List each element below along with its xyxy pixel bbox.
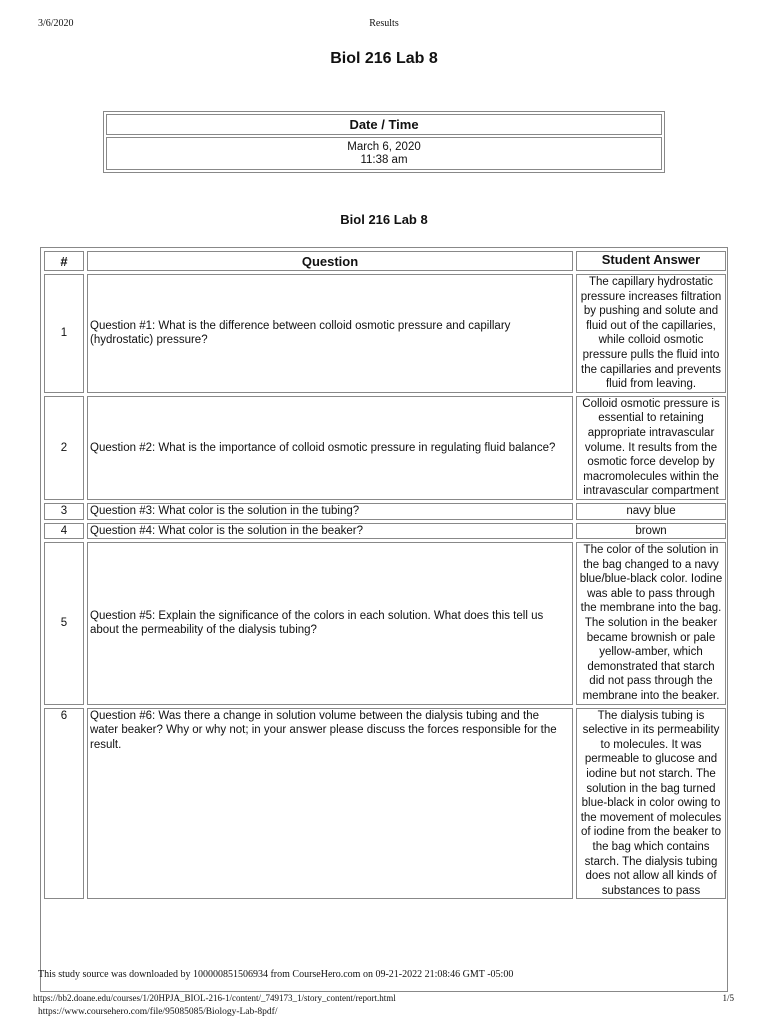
row-answer: The capillary hydrostatic pressure increases filtration by pushing and solute and fluid out of the capillaries, while colloid osmotic pressure pulls the fluid into the capillaries and prevents fluid from leaving. — [576, 274, 726, 393]
row-number: 1 — [44, 274, 84, 393]
col-header-question: Question — [87, 251, 573, 271]
datetime-table — [103, 111, 665, 173]
table-row — [44, 274, 726, 393]
table-row — [44, 523, 726, 540]
footer-url: https://bb2.doane.edu/courses/1/20HPJA_BIOL-216-1/content/_749173_1/story_content/report.html — [33, 993, 396, 1003]
table-row — [44, 503, 726, 520]
row-number: 6 — [44, 708, 84, 900]
results-header-row — [44, 251, 726, 271]
table-row — [44, 542, 726, 705]
row-question: Question #6: Was there a change in solution volume between the dialysis tubing and the water beaker? Why or why not; in your answer please discuss the forces responsible for the result. — [87, 708, 573, 900]
page-number: 1/5 — [722, 993, 734, 1003]
row-number: 5 — [44, 542, 84, 705]
datetime-value — [106, 137, 662, 170]
page-heading: Biol 216 Lab 8 — [330, 50, 438, 67]
row-question: Question #3: What color is the solution in the tubing? — [87, 503, 573, 520]
row-number: 3 — [44, 503, 84, 520]
row-number: 2 — [44, 396, 84, 500]
row-answer: The color of the solution in the bag changed to a navy blue/blue-black color. Iodine was able to pass through the membrane into the bag. The solution in the beaker became brownish or pale yellow-amber, which demonstrated that starch did not pass through the membrane into the beaker. — [576, 542, 726, 705]
row-answer: The dialysis tubing is selective in its permeability to molecules. It was permeable to glucose and iodine but not starch. The solution in the bag turned blue-black in color owing to the movement of molecules of iodine from the beaker to the bag which contains starch. The dialysis tubing does not allow all kinds of substances to pass — [576, 708, 726, 900]
datetime-date: March 6, 2020 — [347, 141, 421, 153]
print-page-title: Results — [369, 18, 399, 29]
row-question: Question #1: What is the difference between colloid osmotic pressure and capillary (hydrostatic) pressure? — [87, 274, 573, 393]
results-table — [40, 247, 728, 992]
col-header-number: # — [44, 251, 84, 271]
row-number: 4 — [44, 523, 84, 540]
row-question: Question #4: What color is the solution in the beaker? — [87, 523, 573, 540]
col-header-answer: Student Answer — [576, 251, 726, 271]
row-answer: Colloid osmotic pressure is essential to retaining appropriate intravascular volume. It results from the osmotic force develop by macromolecules within the intravascular compartment — [576, 396, 726, 500]
coursehero-url: https://www.coursehero.com/file/95085085/Biology-Lab-8pdf/ — [38, 1007, 278, 1017]
row-question: Question #5: Explain the significance of the colors in each solution. What does this tell us about the permeability of the dialysis tubing? — [87, 542, 573, 705]
table-row — [44, 396, 726, 500]
datetime-header: Date / Time — [106, 114, 662, 135]
row-answer: brown — [576, 523, 726, 540]
row-answer: navy blue — [576, 503, 726, 520]
datetime-time: 11:38 am — [360, 154, 408, 166]
download-notice: This study source was downloaded by 100000851506934 from CourseHero.com on 09-21-2022 21:08:46 GMT -05:00 — [38, 969, 514, 980]
print-date: 3/6/2020 — [38, 18, 74, 29]
results-title: Biol 216 Lab 8 — [340, 212, 428, 227]
row-question: Question #2: What is the importance of colloid osmotic pressure in regulating fluid balance? — [87, 396, 573, 500]
table-row — [44, 708, 726, 900]
